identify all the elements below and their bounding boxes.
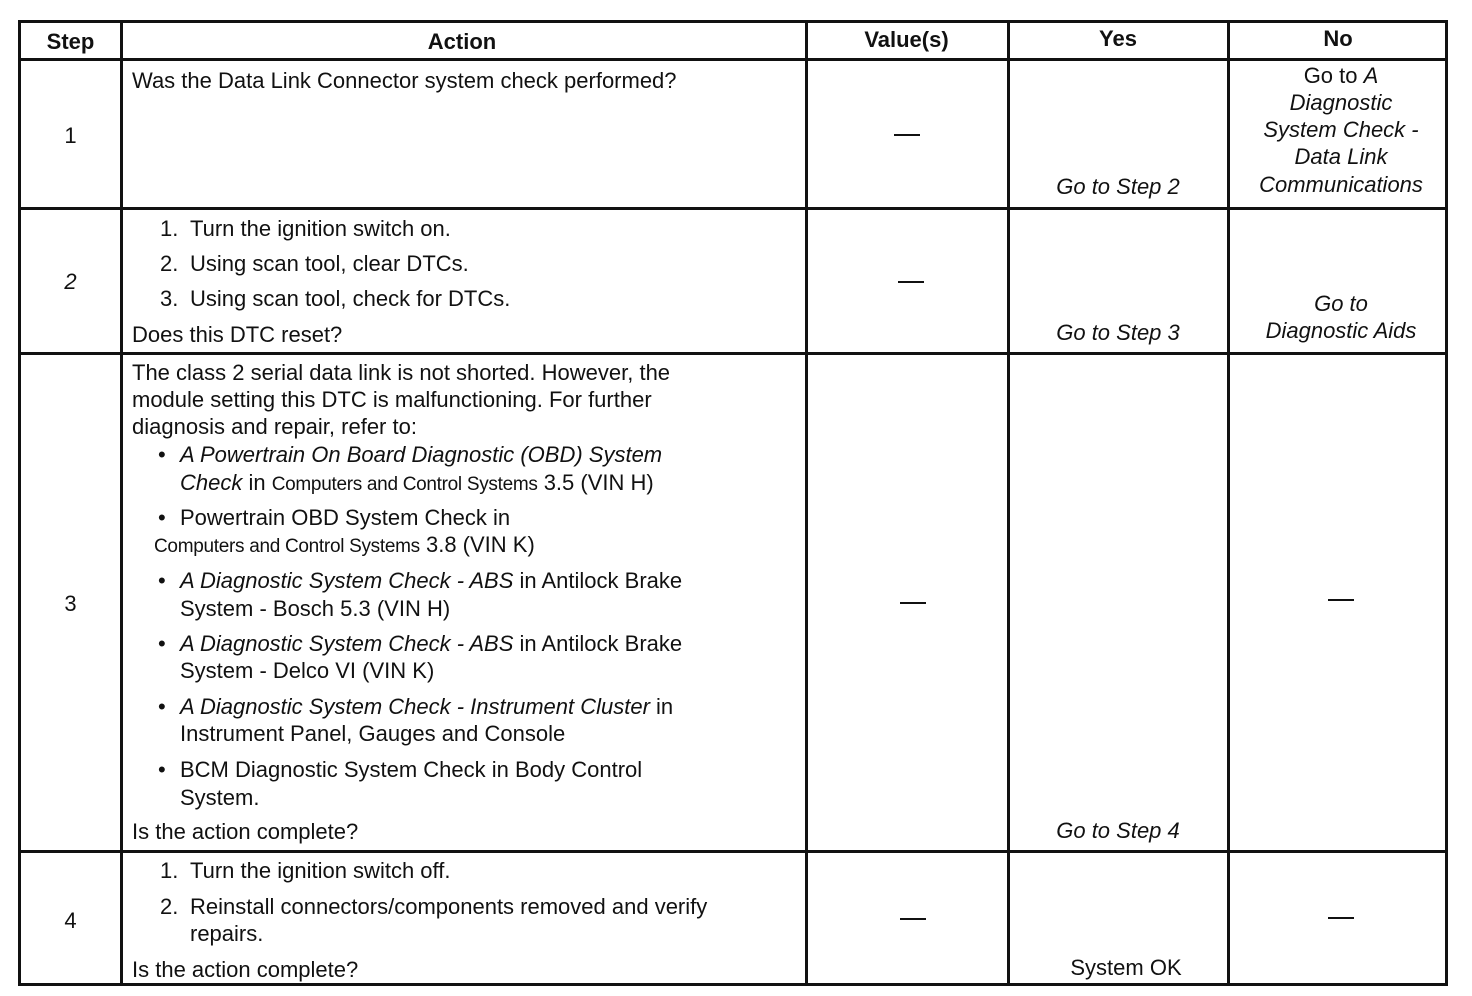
bullet-link: Check <box>180 470 243 495</box>
list-number: 2. <box>160 894 179 919</box>
bullet-dot: • <box>158 568 166 593</box>
bullet-text <box>154 531 535 560</box>
step-number: 3 <box>64 591 77 616</box>
no-link[interactable] <box>1228 62 1454 89</box>
action-intro: diagnosis and repair, refer to: <box>132 414 417 439</box>
yes-result: System OK <box>1070 955 1182 980</box>
no-link-text[interactable]: Communications <box>1259 172 1423 197</box>
header-yes: Yes <box>1099 26 1137 51</box>
no-link-text[interactable]: Diagnostic <box>1289 90 1393 115</box>
bullet-text-part: 3.8 (VIN K) <box>419 532 535 557</box>
col-divider <box>805 23 808 983</box>
bullet-text-part: in Antilock Brake <box>513 631 683 656</box>
header-action: Action <box>427 29 497 54</box>
bullet-text-part: Computers and Control Systems <box>154 536 420 557</box>
row-divider <box>21 58 1445 61</box>
step-number: 1 <box>64 123 77 148</box>
bullet-dot: • <box>158 505 166 530</box>
bullet-dot: • <box>158 757 166 782</box>
no-link-text: Go to <box>1303 63 1364 88</box>
bullet-text: System - Delco VI (VIN K) <box>180 658 435 683</box>
no-link-text[interactable]: Data Link <box>1294 144 1388 169</box>
bullet-text: Instrument Panel, Gauges and Console <box>180 721 566 746</box>
no-dash <box>1328 917 1354 919</box>
no-link-text[interactable]: Diagnostic Aids <box>1265 318 1417 343</box>
bullet-text: System - Bosch 5.3 (VIN H) <box>180 596 451 621</box>
bullet-text <box>180 469 654 498</box>
bullet-text <box>180 693 673 720</box>
row-divider <box>21 850 1445 853</box>
list-number: 1. <box>160 216 179 241</box>
list-item: Using scan tool, clear DTCs. <box>190 251 469 276</box>
list-item: Reinstall connectors/components removed and verify <box>190 894 708 919</box>
col-divider <box>120 23 123 983</box>
action-question: Does this DTC reset? <box>132 322 343 347</box>
bullet-text-part: Computers and Control Systems <box>271 474 538 495</box>
header-no: No <box>1323 26 1353 51</box>
list-item: repairs. <box>190 921 264 946</box>
bullet-text: Powertrain OBD System Check in <box>180 505 511 530</box>
step-number: 2 <box>64 269 77 294</box>
value-dash <box>900 918 926 920</box>
list-number: 2. <box>160 251 179 276</box>
bullet-text-part: in <box>649 694 674 719</box>
row-divider <box>21 207 1445 210</box>
action-intro: The class 2 serial data link is not shorted. However, the <box>132 360 671 385</box>
list-number: 1. <box>160 858 179 883</box>
bullet-text-part: 3.5 (VIN H) <box>537 470 654 495</box>
list-item: Turn the ignition switch on. <box>190 216 451 241</box>
no-link-text[interactable]: Go to <box>1314 291 1368 316</box>
step-number: 4 <box>64 908 77 933</box>
bullet-text-part: in Antilock Brake <box>513 568 683 593</box>
header-step: Step <box>46 29 95 54</box>
action-question: Is the action complete? <box>132 957 359 982</box>
list-item: Turn the ignition switch off. <box>190 858 451 883</box>
bullet-link: A Diagnostic System Check - ABS <box>180 631 514 656</box>
action-question: Is the action complete? <box>132 819 359 844</box>
bullet-text <box>180 630 682 657</box>
bullet-text-part: in <box>242 470 272 495</box>
bullet-text: BCM Diagnostic System Check in Body Control <box>180 757 643 782</box>
bullet-text: A Powertrain On Board Diagnostic (OBD) System <box>180 442 663 467</box>
value-dash <box>898 281 924 283</box>
bullet-link: A Diagnostic System Check - ABS <box>180 568 514 593</box>
bullet-text <box>180 567 682 594</box>
action-intro: module setting this DTC is malfunctioning. For further <box>132 387 652 412</box>
no-dash <box>1328 599 1354 601</box>
yes-link[interactable]: Go to Step 3 <box>1056 320 1180 345</box>
yes-link[interactable]: Go to Step 2 <box>1056 174 1180 199</box>
list-number: 3. <box>160 286 179 311</box>
bullet-text: System. <box>180 785 260 810</box>
list-item: Using scan tool, check for DTCs. <box>190 286 511 311</box>
row-divider <box>21 352 1445 355</box>
bullet-dot: • <box>158 631 166 656</box>
yes-link[interactable]: Go to Step 4 <box>1056 818 1180 843</box>
header-values: Value(s) <box>864 27 949 52</box>
no-link-text[interactable]: System Check - <box>1263 117 1419 142</box>
bullet-dot: • <box>158 694 166 719</box>
value-dash <box>894 134 920 136</box>
action-question: Was the Data Link Connector system check performed? <box>132 68 677 93</box>
value-dash <box>900 602 926 604</box>
no-link-text: A <box>1363 63 1379 88</box>
bullet-link: A Diagnostic System Check - Instrument Cluster <box>180 694 650 719</box>
bullet-dot: • <box>158 442 166 467</box>
